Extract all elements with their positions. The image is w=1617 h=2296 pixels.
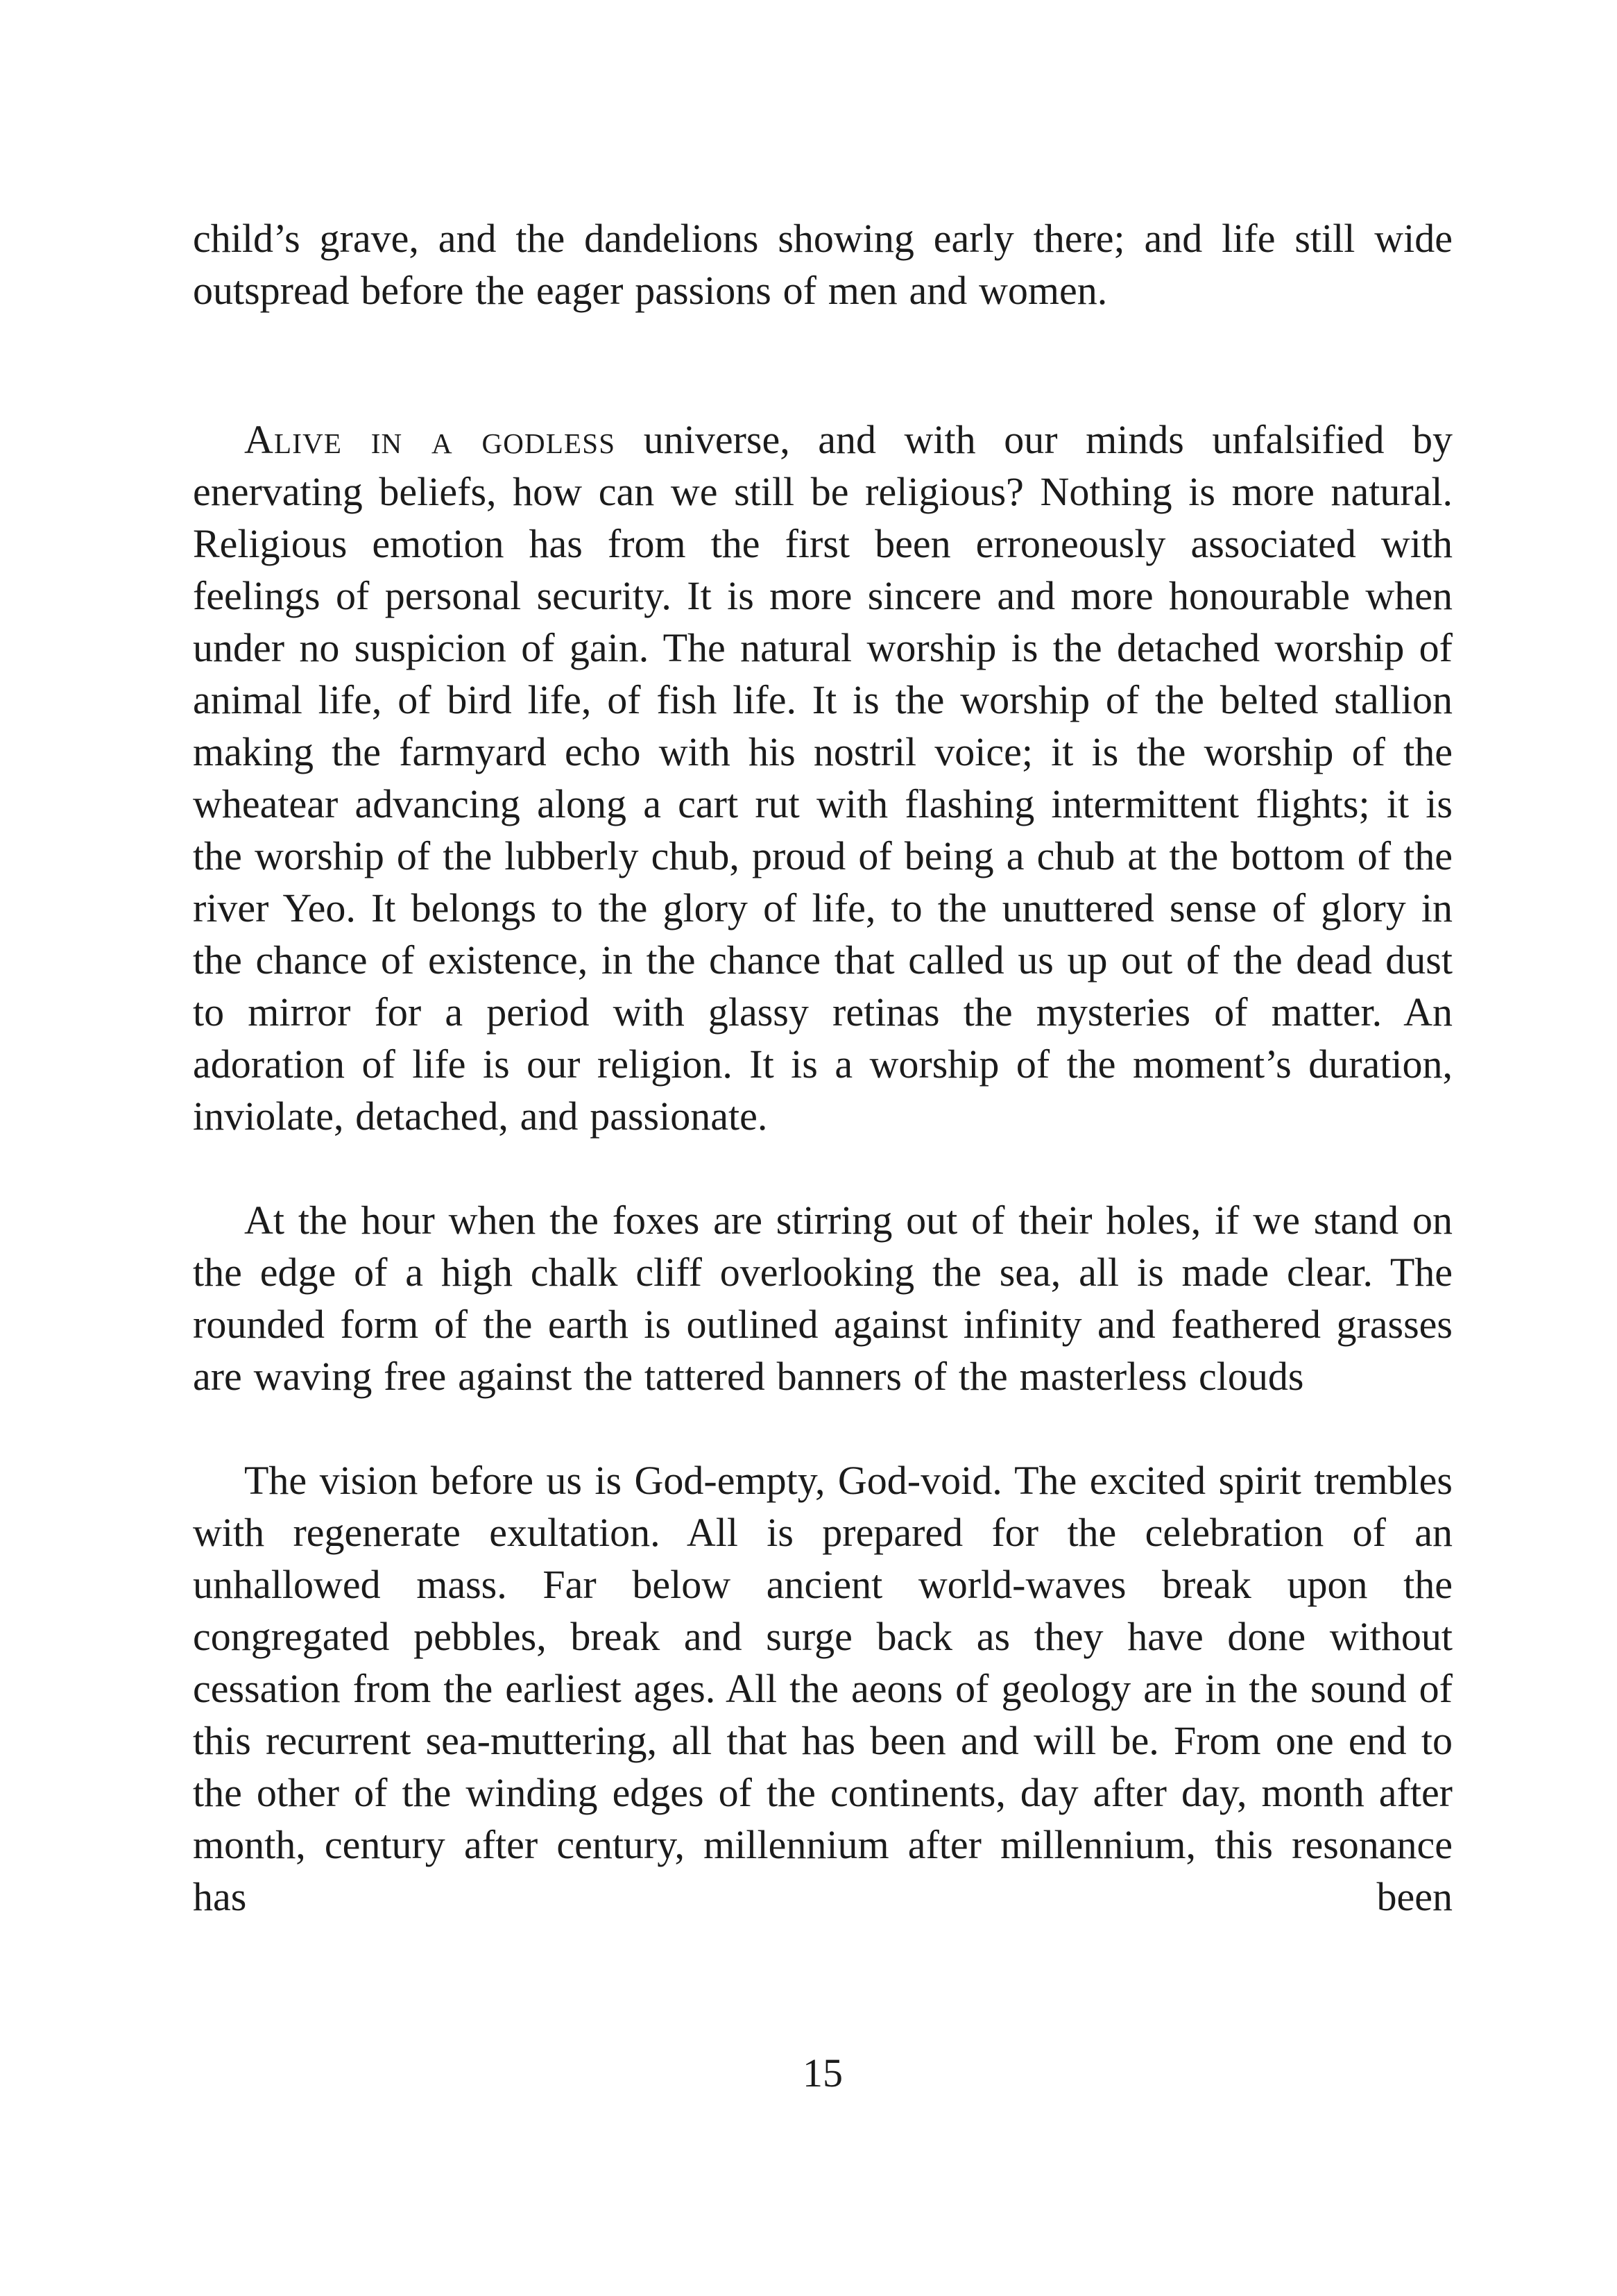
page-number: 15	[803, 2050, 843, 2095]
paragraph-text: universe, and with our minds unfalsified by enervating beliefs, how can we still be religious? Nothing is more natural. Religious emotion has from the first been erroneously associated with feelings of personal security. It is more sincere and more honourable when under no suspicion of gain. The natural worship is the detached worship of animal life, of bird life, of fish life. It is the worship of the belted stallion making the farmyard echo with his nostril voice; it is the worship of the wheatear advancing along a cart rut with flashing intermittent flights; it is the worship of the lubberly chub, proud of being a chub at the bottom of the river Yeo. It belongs to the glory of life, to the unuttered sense of glory in the chance of existence, in the chance that called us up out of the dead dust to mirror for a period with glassy retinas the mysteries of matter. An adoration of life is our religion. It is a worship of the moment’s duration, inviolate, detached, and passionate.	[193, 417, 1453, 1139]
paragraph-text: The vision before us is God-empty, God-void. The excited spirit trembles with regenerate exultation. All is prepared for the celebration of an unhallowed mass. Far below ancient world-waves break upon the congregated pebbles, break and surge back as they have done without cessation from the earliest ages. All the aeons of geology are in the sound of this recurrent sea-muttering, all that has been and will be. From one end to the other of the winding edges of the continents, day after day, month after month, century after century, millennium after millennium, this resonance has been	[193, 1458, 1453, 1919]
page-footer	[193, 2047, 1453, 2099]
paragraph	[193, 1454, 1453, 1923]
paragraph-text: child’s grave, and the dandelions showing early there; and life still wide outspread before the eager passions of men and women.	[193, 216, 1453, 313]
paragraph-text: At the hour when the foxes are stirring out of their holes, if we stand on the edge of a high chalk cliff overlooking the sea, all is made clear. The rounded form of the earth is outlined against infinity and feathered grasses are waving free against the tattered banners of the masterless clouds	[193, 1198, 1453, 1399]
paragraph-continuation	[193, 212, 1453, 316]
page-text-block	[193, 212, 1453, 1975]
section-opening-small-caps: Alive in a godless	[244, 417, 616, 462]
paragraph-section-opening	[193, 414, 1453, 1142]
paragraph	[193, 1194, 1453, 1402]
